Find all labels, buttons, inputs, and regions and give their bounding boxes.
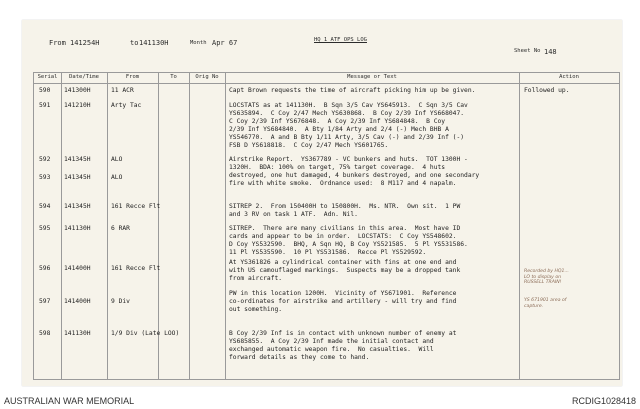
- message-cell: SITREP. There are many civilians in this area. Most have ID cards and appear to be in order. LOCSTATS: C Coy YS548602. D Coy YS532590. BHQ, A Sqn HQ, B Coy YS521585. 5 Pl YS531586. 11 Pl YS535590. 10 Pl YS531586. Recce Pl YS529592.: [229, 225, 468, 256]
- col-header-action: Action: [559, 74, 579, 80]
- serial-cell: 592: [39, 156, 51, 163]
- serial-cell: 591: [39, 102, 51, 109]
- message-cell: PW in this location 1200H. Vicinity of YS671901. Reference co-ordinates for airstrike and artillery - will try and find out something.: [229, 290, 457, 313]
- message-cell: B Coy 2/39 Inf is in contact with unknown number of enemy at YS685855. A Coy 2/39 Inf made the initial contact and exchanged automatic weapon fire. No casualties. Will forward details as they come to hand.: [229, 330, 457, 361]
- from-cell: 161 Recce Flt: [111, 203, 161, 210]
- from-cell: 1/9 Div (Late LOO): [111, 330, 180, 337]
- message-cell: At YS361826 a cylindrical container with fins at one end and with US camouflaged markings. Suspects may be a dropped tank from aircraft.: [229, 259, 461, 282]
- col-header-message: Message or Text: [347, 74, 397, 80]
- month-value: Apr 67: [212, 39, 238, 47]
- from-cell: 161 Recce Flt: [111, 265, 161, 272]
- from-cell: ALO: [111, 156, 123, 163]
- col-header-orig-no: Orig No: [195, 74, 219, 80]
- message-cell: LOCSTATS as at 141130H. B Sqn 3/5 Cav YS645913. C Sqn 3/5 Cav YS635894. C Coy 2/47 Mech YS630868. B Coy 2/39 Inf YS668047. C Coy 2/39 Inf YS676848. A Coy 2/39 Inf YS684848. B Coy 2/39 Inf YS684840. A Bty 1/84 Arty and 2/4 (-) Mech BHB A YS546770. A and B Bty 1/11 Arty, 3/5 Cav (-) and 2/39 Inf (-) FSB D YS618818. C Coy 2/47 Mech YS601765.: [229, 102, 468, 149]
- from-label: From: [49, 39, 66, 47]
- sheet-value: 148: [544, 48, 557, 56]
- from-value: 141254H: [70, 39, 100, 47]
- from-cell: 6 RAR: [111, 225, 130, 232]
- action-cell: Followed up.: [524, 87, 570, 94]
- footer-right: RCDIG1028418: [571, 396, 636, 406]
- from-cell: Arty Tac: [111, 102, 142, 109]
- datetime-cell: 141345H: [64, 203, 91, 210]
- log-table: [33, 72, 620, 380]
- datetime-cell: 141345H: [64, 174, 91, 181]
- to-value: 141130H: [139, 39, 169, 47]
- col-header-to: To: [170, 74, 177, 80]
- from-cell: 9 Div: [111, 298, 130, 305]
- datetime-cell: 141400H: [64, 265, 91, 272]
- message-cell: Capt Brown requests the time of aircraft picking him up be given.: [229, 87, 476, 94]
- serial-cell: 595: [39, 225, 51, 232]
- col-header-serial: Serial: [37, 74, 58, 80]
- serial-cell: 594: [39, 203, 51, 210]
- from-cell: ALO: [111, 174, 123, 181]
- footer-left: AUSTRALIAN WAR MEMORIAL: [4, 396, 135, 406]
- serial-cell: 596: [39, 265, 51, 272]
- serial-cell: 590: [39, 87, 51, 94]
- handwritten-note: YS 671901 area of capture.: [524, 298, 567, 309]
- message-cell: SITREP 2. From 150400H to 150800H. Ms. NTR. Own sit. 1 PW and 3 RV on task 1 ATF. Adn. Nil.: [229, 203, 461, 218]
- serial-cell: 593: [39, 174, 51, 181]
- log-sheet: [22, 20, 622, 386]
- sheet-label: Sheet No: [514, 48, 541, 54]
- datetime-cell: 141130H: [64, 225, 91, 232]
- page-title: HQ 1 ATF OPS LOG: [314, 37, 367, 43]
- from-cell: 11 ACR: [111, 87, 134, 94]
- message-cell: Airstrike Report. YS367789 - VC bunkers and huts. TOT 1300H - 1320H. BDA: 100% on target, 75% target coverage. 4 huts destroyed, one hut damaged, 4 bunkers destroyed, and one secondary fire with white smoke. Ordnance used: 8 M117 and 4 napalm.: [229, 156, 480, 187]
- serial-cell: 597: [39, 298, 51, 305]
- to-label: to: [130, 39, 139, 47]
- col-header-datetime: Date/Time: [69, 74, 99, 80]
- handwritten-note: Recorded by HQ1... LO to display on RUSSELL TRAIN!: [524, 269, 569, 285]
- datetime-cell: 141345H: [64, 156, 91, 163]
- month-label: Month: [190, 40, 207, 46]
- col-header-from: From: [125, 74, 140, 80]
- serial-cell: 598: [39, 330, 51, 337]
- datetime-cell: 141210H: [64, 102, 91, 109]
- datetime-cell: 141300H: [64, 87, 91, 94]
- datetime-cell: 141400H: [64, 298, 91, 305]
- datetime-cell: 141130H: [64, 330, 91, 337]
